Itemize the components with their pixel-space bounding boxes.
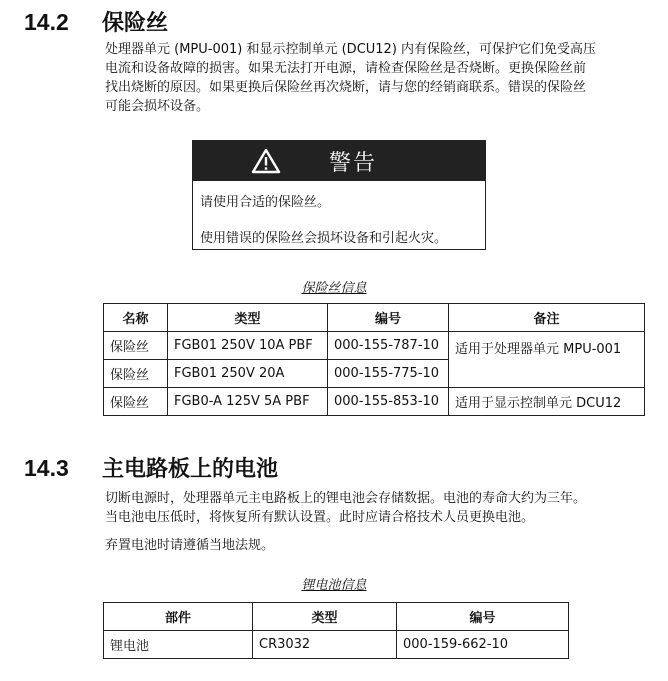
table-row [104, 332, 645, 360]
header-code: 编号 [397, 603, 569, 631]
cell-type: CR3032 [253, 631, 397, 659]
section-number: 14.2 [24, 9, 69, 35]
section-14-2-heading [24, 6, 168, 37]
cell-name: 保险丝 [104, 388, 168, 416]
warning-title: 警告 [329, 150, 378, 176]
cell-name: 保险丝 [104, 360, 168, 388]
warning-box [192, 140, 486, 250]
paragraph-line: 电流和设备故障的损害。如果无法打开电源，请检查保险丝是否烧断。更换保险丝前 [105, 61, 587, 76]
battery-table-caption: 锂电池信息 [301, 578, 367, 593]
fuse-table [103, 303, 645, 416]
cell-code: 000-155-775-10 [328, 360, 449, 388]
cell-name: 保险丝 [104, 332, 168, 360]
table-row [104, 388, 645, 416]
header-part: 部件 [104, 603, 253, 631]
cell-type: FGB01 250V 10A PBF [168, 332, 328, 360]
cell-remark-mpu: 适用于处理器单元 MPU-001 [449, 332, 645, 388]
header-name: 名称 [104, 304, 168, 332]
fuse-description [105, 40, 650, 116]
warning-header [193, 141, 485, 181]
section-number: 14.3 [24, 455, 69, 481]
paragraph-line: 处理器单元 (MPU-001) 和显示控制单元 (DCU12) 内有保险丝，可保护它们免受高压 [105, 42, 597, 57]
section-title: 主电路板上的电池 [102, 457, 279, 482]
fuse-table-caption: 保险丝信息 [301, 281, 367, 296]
warning-line-1: 请使用合适的保险丝。 [200, 195, 331, 210]
table-row [104, 631, 569, 659]
paragraph-line: 当电池电压低时，将恢复所有默认设置。此时应请合格技术人员更换电池。 [105, 510, 535, 525]
battery-table [103, 602, 569, 659]
cell-code: 000-159-662-10 [397, 631, 569, 659]
header-type: 类型 [168, 304, 328, 332]
paragraph-line: 切断电源时，处理器单元主电路板上的锂电池会存储数据。电池的寿命大约为三年。 [105, 491, 587, 506]
section-title: 保险丝 [102, 11, 169, 36]
battery-disposal-note: 弃置电池时请遵循当地法规。 [105, 538, 275, 553]
section-14-3-heading [24, 452, 278, 483]
header-type: 类型 [253, 603, 397, 631]
cell-type: FGB01 250V 20A [168, 360, 328, 388]
cell-code: 000-155-787-10 [328, 332, 449, 360]
paragraph-line: 找出烧断的原因。如果更换后保险丝再次烧断，请与您的经销商联系。错误的保险丝 [105, 80, 587, 95]
header-code: 编号 [328, 304, 449, 332]
cell-type: FGB0-A 125V 5A PBF [168, 388, 328, 416]
warning-line-2: 使用错误的保险丝会损坏设备和引起火灾。 [200, 231, 448, 246]
cell-remark-dcu: 适用于显示控制单元 DCU12 [449, 388, 645, 416]
paragraph-line: 可能会损坏设备。 [105, 99, 210, 114]
header-remark: 备注 [449, 304, 645, 332]
table-header-row [104, 603, 569, 631]
cell-part: 锂电池 [104, 631, 253, 659]
cell-code: 000-155-853-10 [328, 388, 449, 416]
battery-description [105, 489, 650, 527]
warning-triangle-icon [251, 148, 281, 174]
table-header-row [104, 304, 645, 332]
